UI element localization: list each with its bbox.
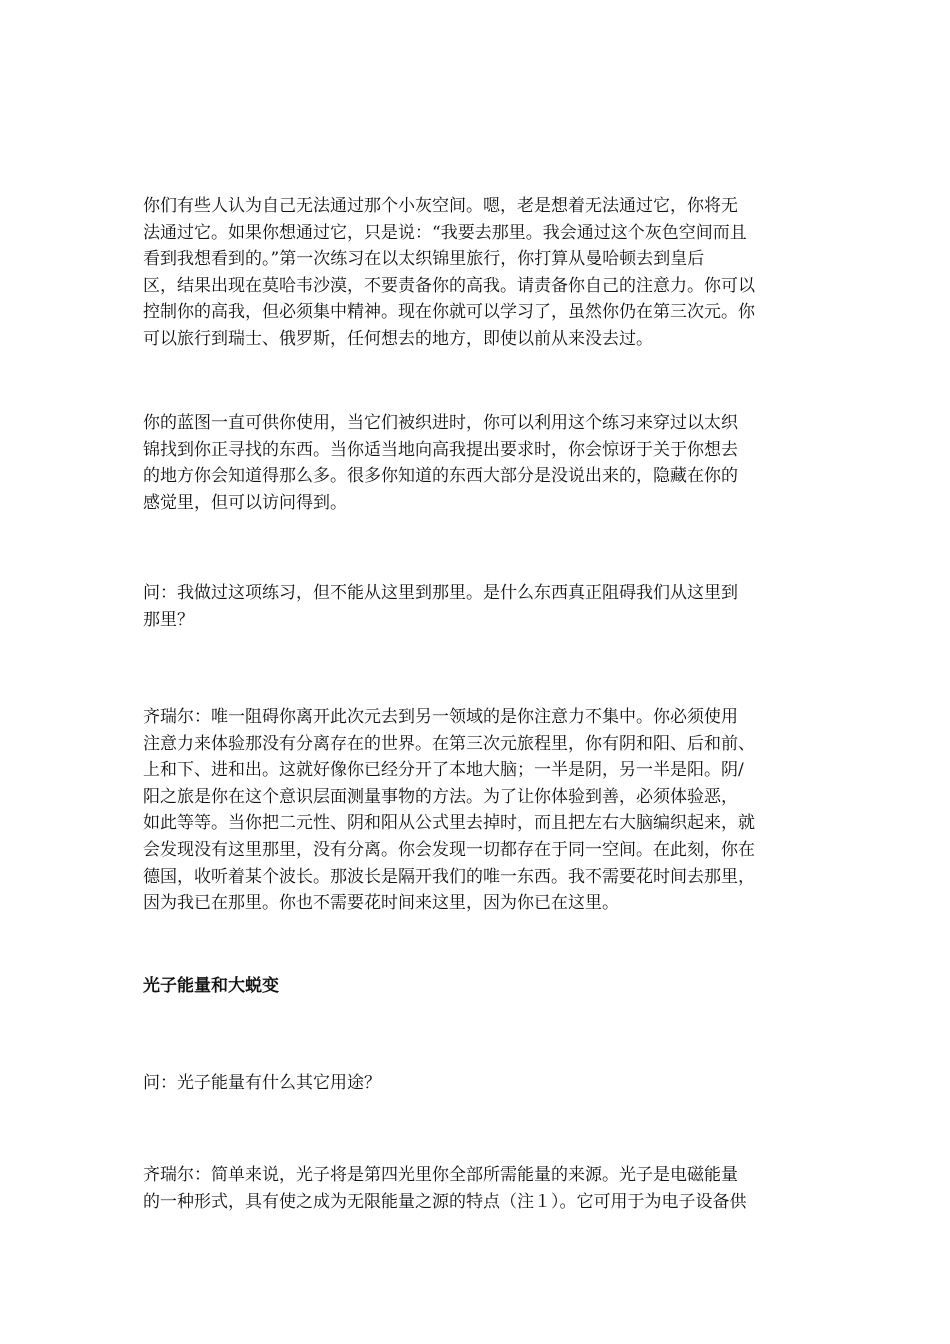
text-line: 你们有些人认为自己无法通过那个小灰空间。嗯，老是想着无法通过它，你将无 xyxy=(143,196,738,216)
paragraph-blueprint xyxy=(143,410,807,516)
text-line: 看到我想看到的。”第一次练习在以太织锦里旅行，你打算从曼哈顿去到皇后 xyxy=(143,249,705,270)
text-line: 可以旅行到瑞士、俄罗斯，任何想去的地方，即使以前从来没去过。 xyxy=(143,328,653,349)
section-heading: 光子能量和大蜕变 xyxy=(143,976,279,996)
text-line: 齐瑞尔：简单来说，光子将是第四光里你全部所需能量的来源。光子是电磁能量 xyxy=(143,1165,738,1185)
text-line: 的地方你会知道得那么多。很多你知道的东西大部分是没说出来的，隐藏在你的 xyxy=(143,466,738,487)
paragraph-question-1 xyxy=(143,580,807,633)
text-line: 阳之旅是你在这个意识层面测量事物的方法。为了让你体验到善，必须体验恶， xyxy=(143,786,738,807)
text-line: 会发现没有这里那里，没有分离。你会发现一切都存在于同一空间。在此刻，你在 xyxy=(143,839,755,860)
paragraph-question-2 xyxy=(143,1070,807,1097)
text-line: 感觉里，但可以访问得到。 xyxy=(143,492,347,513)
text-line: 因为我已在那里。你也不需要花时间来这里，因为你已在这里。 xyxy=(143,893,619,914)
text-line: 如此等等。当你把二元性、阴和阳从公式里去掉时，而且把左右大脑编织起来，就 xyxy=(143,813,755,834)
paragraph-answer-1 xyxy=(143,704,807,917)
text-line: 法通过它。如果你想通过它，只是说：“我要去那里。我会通过这个灰色空间而且 xyxy=(143,222,747,243)
text-line: 的一种形式，具有使之成为无限能量之源的特点（注１）。它可用于为电子设备供 xyxy=(143,1191,747,1212)
text-line: 控制你的高我，但必须集中精神。现在你就可以学习了，虽然你仍在第三次元。你 xyxy=(143,302,755,323)
text-line: 齐瑞尔：唯一阻碍你离开此次元去到另一领域的是你注意力不集中。你必须使用 xyxy=(143,707,738,727)
text-line: 注意力来体验那没有分离存在的世界。在第三次元旅程里，你有阴和阳、后和前、 xyxy=(143,733,755,754)
text-line: 锦找到你正寻找的东西。当你适当地向高我提出要求时，你会惊讶于关于你想去 xyxy=(143,439,738,460)
text-line: 德国，收听着某个波长。那波长是隔开我们的唯一东西。我不需要花时间去那里， xyxy=(143,866,755,887)
paragraph-gray-space xyxy=(143,193,807,353)
text-line: 问：光子能量有什么其它用途？ xyxy=(143,1073,381,1093)
text-line: 那里？ xyxy=(143,609,194,630)
paragraph-answer-2 xyxy=(143,1162,807,1215)
text-line: 你的蓝图一直可供你使用，当它们被织进时，你可以利用这个练习来穿过以太织 xyxy=(143,413,738,433)
text-line: 上和下、进和出。这就好像你已经分开了本地大脑；一半是阴，另一半是阳。阴/ xyxy=(143,760,744,781)
text-line: 区，结果出现在莫哈韦沙漠，不要责备你的高我。请责备你自己的注意力。你可以 xyxy=(143,275,755,296)
text-line: 问：我做过这项练习，但不能从这里到那里。是什么东西真正阻碍我们从这里到 xyxy=(143,583,738,603)
